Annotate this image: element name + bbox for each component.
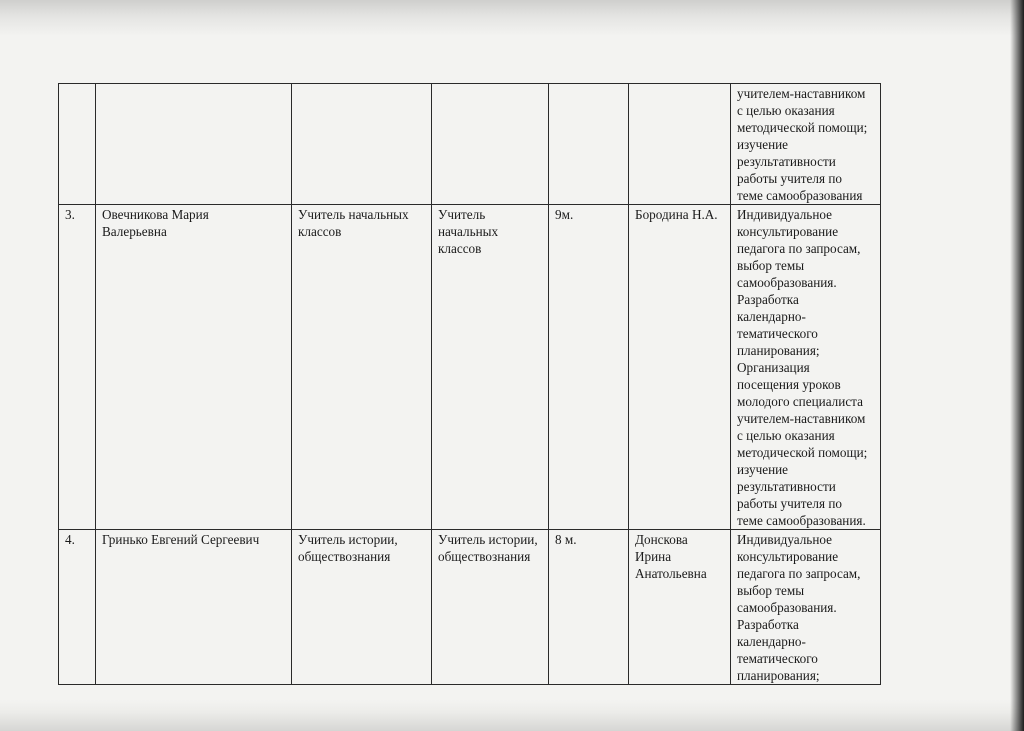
cell-mentor: Бородина Н.А. [629, 205, 731, 530]
cell-activities: Индивидуальное консультирование педагога по запросам, выбор темы самообразования. Разработка календарно- тематического планирования; [731, 530, 881, 685]
cell-name: Гринько Евгений Сергеевич [96, 530, 292, 685]
table-row [59, 205, 881, 530]
cell-mentor [629, 84, 731, 205]
cell-subject: Учитель начальных классов [432, 205, 549, 530]
scan-shadow-top [0, 0, 1024, 36]
table-row [59, 530, 881, 685]
cell-name: Овечникова Мария Валерьевна [96, 205, 292, 530]
cell-position: Учитель начальных классов [292, 205, 432, 530]
cell-experience: 8 м. [549, 530, 629, 685]
cell-position: Учитель истории, обществознания [292, 530, 432, 685]
cell-num: 4. [59, 530, 96, 685]
cell-subject [432, 84, 549, 205]
scan-edge-right [1010, 0, 1024, 731]
cell-activities: учителем-наставником с целью оказания методической помощи; изучение результативности работы учителя по теме самообразования [731, 84, 881, 205]
cell-experience: 9м. [549, 205, 629, 530]
scan-shadow-bottom [0, 700, 1024, 731]
cell-name [96, 84, 292, 205]
cell-subject: Учитель истории, обществознания [432, 530, 549, 685]
cell-position [292, 84, 432, 205]
cell-mentor: Донскова Ирина Анатольевна [629, 530, 731, 685]
cell-num: 3. [59, 205, 96, 530]
cell-activities: Индивидуальное консультирование педагога по запросам, выбор темы самообразования. Разработка календарно- тематического планирования; Организация посещения уроков молодого специалиста учителем-наставником с целью оказания методической помощи; изучение результативности работы учителя по теме самообразования. [731, 205, 881, 530]
cell-experience [549, 84, 629, 205]
table-row-continuation [59, 84, 881, 205]
cell-num [59, 84, 96, 205]
mentoring-table [58, 83, 881, 685]
